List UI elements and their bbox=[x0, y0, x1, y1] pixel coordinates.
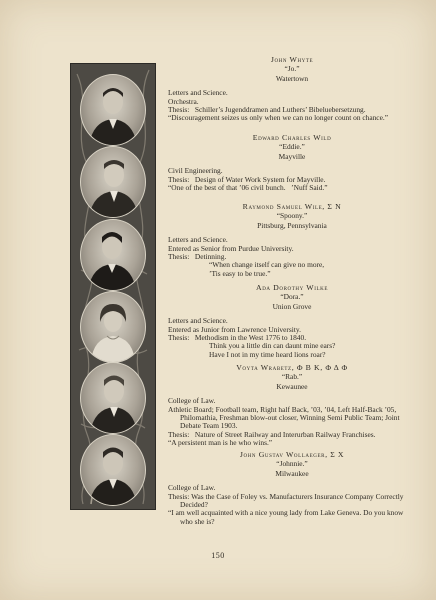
entry-john-whyte bbox=[168, 56, 416, 123]
portrait-1 bbox=[80, 74, 146, 146]
entry-line: Letters and Science. bbox=[168, 316, 228, 326]
entry-line: College of Law. bbox=[168, 483, 216, 493]
entry-line: Letters and Science. bbox=[168, 235, 228, 245]
entry-line: Thesis: Methodism in the West 1776 to 1840. bbox=[168, 333, 307, 343]
entry-nickname: “Rab.” bbox=[281, 372, 303, 382]
entry-hometown: Milwaukee bbox=[275, 468, 309, 478]
entry-line: “I am well acquainted with a nice young lady from Lake Geneva. Do you know who she is? bbox=[168, 508, 404, 526]
entry-name: Ada Dorothy Wilke bbox=[255, 283, 329, 292]
portrait-6 bbox=[80, 434, 146, 506]
entry-nickname: “Spoony.” bbox=[276, 211, 308, 221]
portrait-4 bbox=[80, 291, 146, 363]
person-silhouette-icon bbox=[81, 292, 145, 362]
entry-line: “One of the best of that ’06 civil bunch. ’Nuff Said.” bbox=[168, 183, 328, 193]
entry-voyta-wrabetz bbox=[168, 364, 416, 448]
entry-nickname: “Jo.” bbox=[284, 64, 300, 74]
entry-line: Letters and Science. bbox=[168, 88, 228, 98]
portrait-strip bbox=[70, 63, 156, 510]
entry-line: “Discouragement seizes us only when we can no longer count on chance.” bbox=[168, 113, 388, 123]
person-silhouette-icon bbox=[81, 435, 145, 505]
entry-line: Thesis: Design of Water Work System for Mayville. bbox=[168, 174, 326, 184]
entry-edward-charles-wild bbox=[168, 134, 416, 192]
person-silhouette-icon bbox=[81, 220, 145, 290]
entry-line: Entered as Junior from Lawrence University. bbox=[168, 324, 301, 334]
portrait-3 bbox=[80, 219, 146, 291]
entry-line: Thesis: Schiller’s Jugenddramen and Luthers’ Bibeluebersetzung. bbox=[168, 105, 366, 115]
portrait-2 bbox=[80, 146, 146, 218]
entry-line: Civil Engineering. bbox=[168, 166, 223, 176]
entry-line: Entered as Senior from Purdue University. bbox=[168, 243, 294, 253]
entry-name: Edward Charles Wild bbox=[252, 133, 332, 142]
entry-hometown: Union Grove bbox=[272, 301, 312, 311]
entry-line: Athletic Board; Football team, Right half Back, ’03, ’04, Left Half-Back ’05, Philomathia, Freshman blow-out closer, Winning Semi Public Team; Joint Debate Team 1903. bbox=[168, 404, 400, 431]
entry-hometown: Pittsburg, Pennsylvania bbox=[257, 220, 327, 230]
entry-hometown: Mayville bbox=[278, 151, 306, 161]
entry-quote-line: “When change itself can give no more, bbox=[209, 260, 325, 270]
entry-name: Voyta Wrabetz, Φ B K, Φ Δ Φ bbox=[236, 363, 348, 372]
entry-quote-line: ’Tis easy to be true.” bbox=[209, 268, 271, 278]
entry-name: John Gustav Wollaeger, Σ X bbox=[239, 450, 345, 459]
entry-john-gustav-wollaeger bbox=[168, 451, 416, 526]
person-silhouette-icon bbox=[81, 363, 145, 433]
entry-line: College of Law. bbox=[168, 396, 216, 406]
person-silhouette-icon bbox=[81, 75, 145, 145]
entry-name: Raymond Samuel Wile, Σ N bbox=[242, 202, 342, 211]
portrait-5 bbox=[80, 362, 146, 434]
entry-line: Thesis: Detinning. bbox=[168, 252, 227, 262]
page-number: 150 bbox=[211, 551, 225, 560]
entry-raymond-samuel-wile bbox=[168, 203, 416, 278]
entry-line: “A persistent man is he who wins.” bbox=[168, 438, 273, 448]
entry-nickname: “Johnnie.” bbox=[276, 459, 308, 469]
entry-hometown: Kewaunee bbox=[276, 381, 308, 391]
entry-ada-dorothy-wilke bbox=[168, 284, 416, 359]
entry-name: John Whyte bbox=[270, 55, 314, 64]
entry-quote-line: Think you a little din can daunt mine ears? bbox=[209, 341, 336, 351]
entry-line: Thesis: Was the Case of Foley vs. Manufacturers Insurance Company Correctly Decided? bbox=[168, 491, 404, 510]
entry-hometown: Watertown bbox=[275, 73, 309, 83]
entry-quote-line: Have I not in my time heard lions roar? bbox=[209, 349, 326, 359]
person-silhouette-icon bbox=[81, 147, 145, 217]
entry-line: Thesis: Nature of Street Railway and Interurban Railway Franchises. bbox=[168, 429, 376, 439]
entry-nickname: “Eddie.” bbox=[279, 142, 305, 152]
entry-nickname: “Dora.” bbox=[280, 292, 304, 302]
entry-line: Orchestra. bbox=[168, 96, 199, 106]
